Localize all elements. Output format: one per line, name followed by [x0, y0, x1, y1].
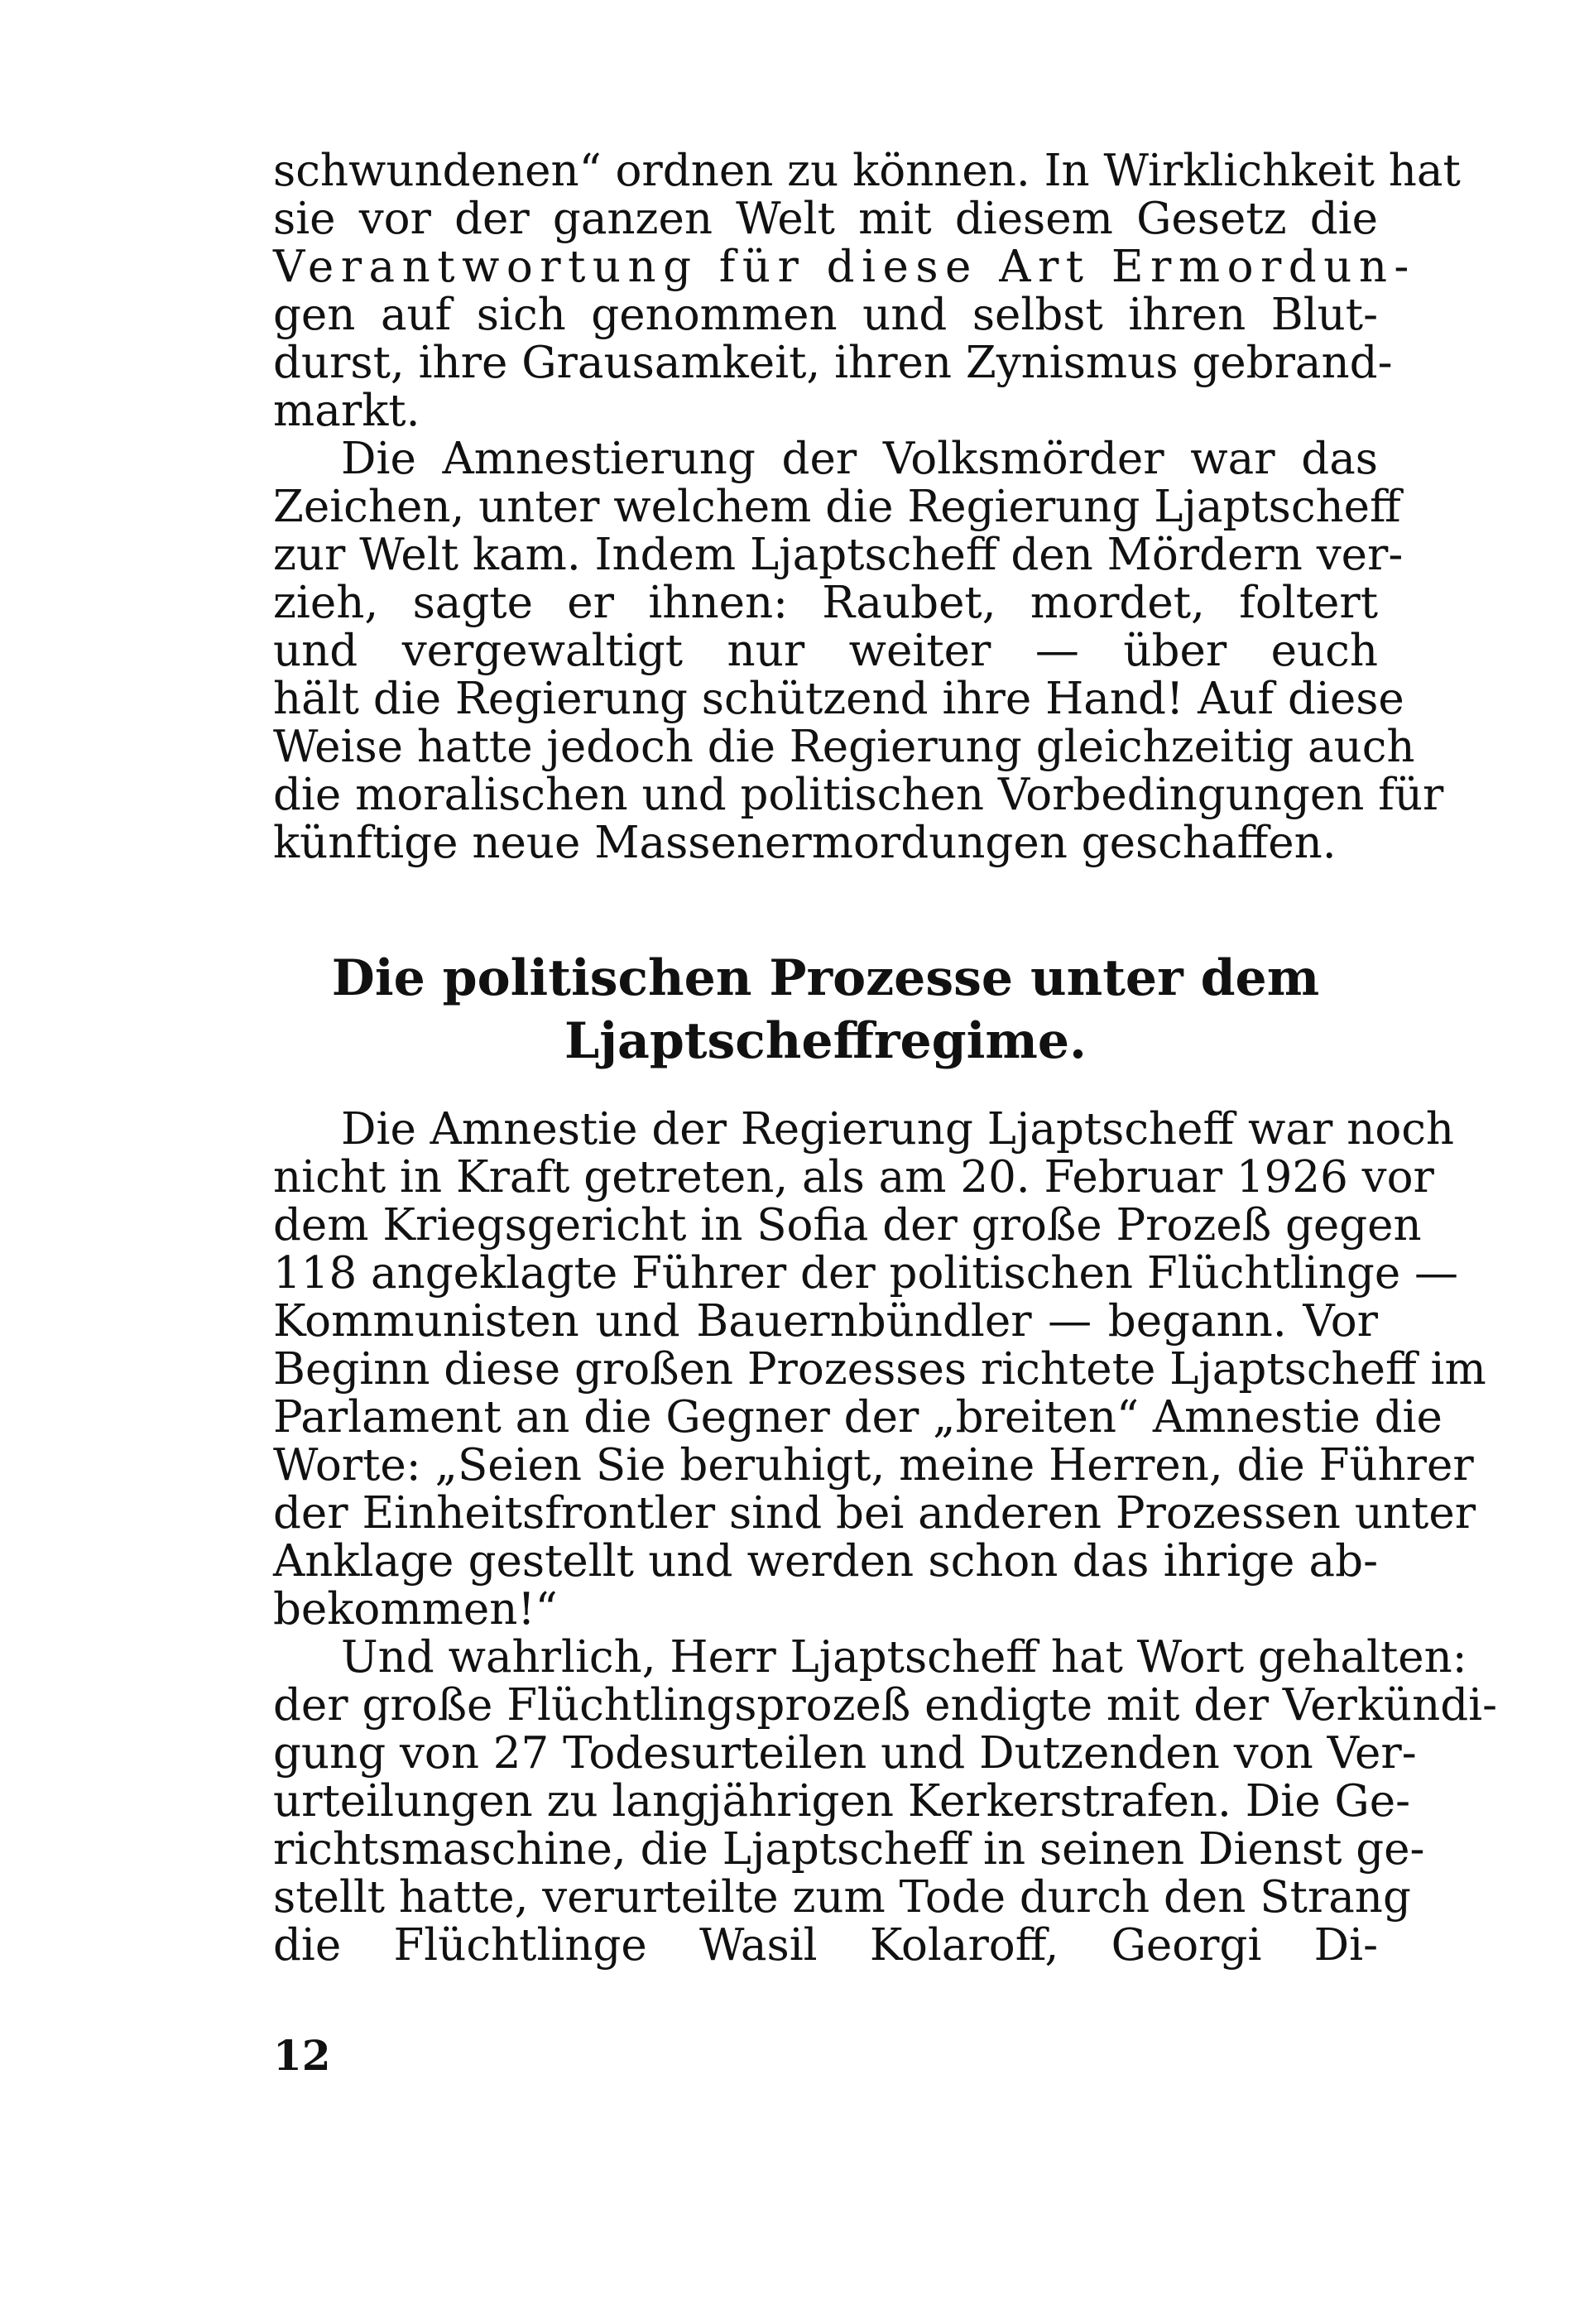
text-line: hält die Regierung schützend ihre Hand! Auf diese	[273, 674, 1404, 724]
text-line: durst, ihre Grausamkeit, ihren Zynismus gebrand-	[273, 338, 1393, 388]
text-line: markt.	[273, 386, 420, 436]
text-line: Weise hatte jedoch die Regierung gleichzeitig auch	[273, 722, 1415, 772]
text-line: der Einheitsfrontler sind bei anderen Prozessen unter	[273, 1488, 1476, 1539]
text-line: und vergewaltigt nur weiter — über euch	[273, 626, 1378, 676]
section-heading	[273, 947, 1378, 1073]
text-line: schwundenen“ ordnen zu können. In Wirklichkeit hat	[273, 146, 1461, 196]
paragraph-2	[273, 434, 1444, 868]
text-line: Worte: „Seien Sie beruhigt, meine Herren, die Führer	[273, 1440, 1474, 1491]
text-line: Verantwortung für diese Art Ermordun-	[273, 242, 1416, 292]
text-line: 118 angeklagte Führer der politischen Flüchtlinge —	[273, 1248, 1459, 1299]
text-line: stellt hatte, verurteilte zum Tode durch den Strang	[273, 1872, 1411, 1923]
text-line: Zeichen, unter welchem die Regierung Ljaptscheff	[273, 482, 1401, 532]
text-line: urteilungen zu langjährigen Kerkerstrafen. Die Ge-	[273, 1776, 1411, 1827]
text-line: Und wahrlich, Herr Ljaptscheff hat Wort gehalten:	[341, 1632, 1467, 1683]
text-line: die Flüchtlinge Wasil Kolaroff, Georgi Di-	[273, 1920, 1378, 1971]
text-line: künftige neue Massenermordungen geschaffen.	[273, 818, 1337, 868]
text-line: zur Welt kam. Indem Ljaptscheff den Mördern ver-	[273, 530, 1404, 580]
page-number: 12	[273, 2031, 331, 2080]
text-line: sie vor der ganzen Welt mit diesem Gesetz die	[273, 194, 1378, 244]
text-line: nicht in Kraft getreten, als am 20. Februar 1926 vor	[273, 1152, 1434, 1203]
text-line: gen auf sich genommen und selbst ihren Blut-	[273, 290, 1378, 340]
text-line: Beginn diese großen Prozesses richtete Ljaptscheff im	[273, 1344, 1486, 1395]
text-line: bekommen!“	[273, 1584, 558, 1635]
text-line: Anklage gestellt und werden schon das ihrige ab-	[273, 1536, 1378, 1587]
text-line: gung von 27 Todesurteilen und Dutzenden von Ver-	[273, 1728, 1417, 1779]
text-line: die moralischen und politischen Vorbedingungen für	[273, 770, 1444, 820]
text-line: zieh, sagte er ihnen: Raubet, mordet, foltert	[273, 578, 1378, 628]
text-line: Parlament an die Gegner der „breiten“ Amnestie die	[273, 1392, 1443, 1443]
text-line: Die Amnestierung der Volksmörder war das	[341, 434, 1378, 484]
paragraph-1	[273, 146, 1461, 436]
heading-line-1: Die politischen Prozesse unter dem	[331, 949, 1320, 1007]
text-line: Die Amnestie der Regierung Ljaptscheff war noch	[341, 1104, 1455, 1155]
text-line: richtsmaschine, die Ljaptscheff in seinen Dienst ge-	[273, 1824, 1425, 1875]
page-body	[273, 146, 1498, 1971]
text-line: der große Flüchtlingsprozeß endigte mit der Verkündi-	[273, 1680, 1498, 1731]
heading-line-2: Ljaptscheffregime.	[564, 1012, 1087, 1070]
text-line: dem Kriegsgericht in Sofia der große Prozeß gegen	[273, 1200, 1422, 1251]
text-line: Kommunisten und Bauernbündler — begann. Vor	[273, 1296, 1378, 1347]
paragraph-4	[273, 1632, 1498, 1971]
paragraph-3	[273, 1104, 1486, 1635]
